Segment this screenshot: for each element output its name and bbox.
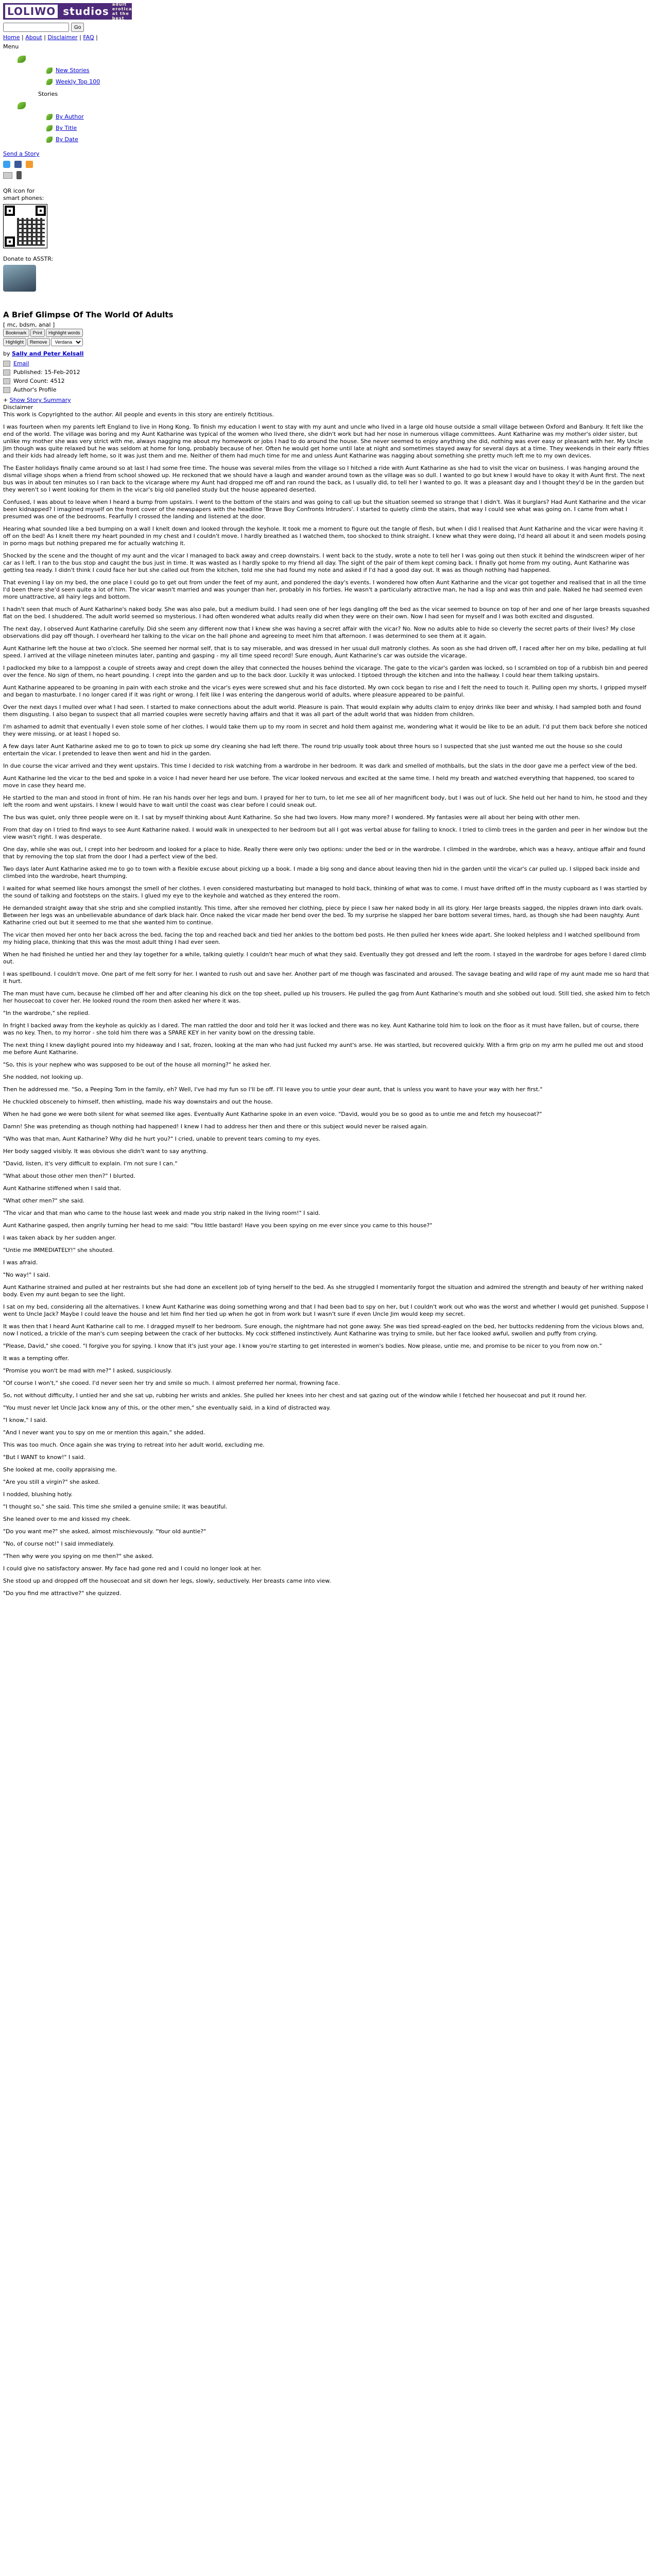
menu-link-by-date[interactable]: By Date [56, 136, 78, 143]
show-summary [3, 397, 650, 404]
author-profile-label: Author's Profile [13, 386, 57, 393]
story-paragraph: "Do you want me?" she asked, almost mischievously. "Your old auntie?" [3, 1528, 207, 1535]
logo-word-2: studios [63, 5, 109, 18]
story-paragraph: That evening I lay on my bed, the one place I could go to get out from under the feet of my aunt, and pondered the day's events. I wondered how often Aunt Katharine and the vicar got together and realised that in all the time I'd been there she'd seen quite a lot of him. The vicar wasn't married and was younger than her, probably in his forties. He wasn't a particularly attractive man, he had a lisp and was thin and pale. Naked he had seemed even more unattractive, all hairy legs and bottom. [3, 579, 646, 600]
story-paragraph: This work is Copyrighted to the author. All people and events in this story are entirely fictitious. [3, 411, 274, 418]
meta-words [3, 377, 650, 385]
send-story [3, 150, 650, 158]
story-paragraph: "I thought so," she said. This time she smiled a genuine smile; it was beautiful. [3, 1503, 228, 1510]
search-button[interactable]: Go [71, 23, 84, 32]
story-paragraph: Hearing what sounded like a bed bumping on a wall I knelt down and looked through the keyhole. It took me a moment to figure out the tangle of flesh, but when I did I realised that Aunt Katharine and the vicar were having it off on the bed! As I knelt there my heart pounded in my chest and I couldn't move. I hardly breathed as I watched them, too shocked to think straight. I knew what they were doing, I'd heard all about it and seen models posing in porno mags but nothing prepared me for actually watching it. [3, 526, 646, 547]
qr-label-line-2: smart phones: [3, 195, 44, 201]
story-paragraph: I could give no satisfactory answer. My face had gone red and I could no longer look at her. [3, 1565, 262, 1572]
story-tags: [ mc, bdsm, anal ] [3, 321, 55, 328]
story-paragraph: Confused, I was about to leave when I heard a bump from upstairs. I went to the bottom of the stairs and was going to call up but the situation seemed so strange that I didn't. Was it burglars? Had Aunt Katharine and the vicar been kidnapped? I imagined myself on the front cover of the newspapers with the headline 'Brave Boy Confronts Intruders'. I started to quietly climb the stairs, that way I could see what was going on. I came from what I presumed was one of the bedrooms. Fearfully I crossed the landing and listened at the door. [3, 499, 646, 520]
story-paragraph: Aunt Katharine left the house at two o'clock. She seemed her normal self, that is to say miserable, and was dressed in her usual dull matronly clothes. As soon as she had driven off, I raced after her on my bike, pedalling at full speed. I arrived at the village nineteen minutes later, panting and gasping - my all time speed record! Sure enough, Aunt Katharine's car was outside the vicarage. [3, 645, 646, 659]
leaf-icon [46, 137, 53, 143]
nav-disclaimer[interactable]: Disclaimer [47, 34, 78, 41]
story-paragraph: I hadn't seen that much of Aunt Katharine's naked body. She was also pale, but a medium build. I had seen one of her legs dangling off the bed as the vicar seemed to bounce on top of her and one of her large breasts squashed flat on the bed. I shuddered. The adult world seemed so mysterious. I had often wondered what adults really did when they were on their own. Now I had seen for myself and I was both excited and disgusted. [3, 606, 650, 620]
story-paragraph: "In the wardrobe," she replied. [3, 1010, 90, 1016]
story-paragraph: In fright I backed away from the keyhole as quickly as I dared. The man rattled the door and told her it was locked and there was no key. Aunt Katharine told him to look on the floor as it must have fallen, but of course, there was no key. Then, to my horror - she told him there was a SPARE KEY in her vanity bowl on the dressing table. [3, 1022, 639, 1036]
donate-image[interactable] [3, 265, 36, 292]
rss-icon[interactable] [26, 161, 33, 168]
profile-icon [3, 387, 10, 393]
share-icons-row-2 [3, 171, 650, 179]
facebook-icon[interactable] [14, 161, 22, 168]
bookmark-button[interactable]: Bookmark [3, 329, 29, 337]
highlight-words-input[interactable]: Highlight words [46, 329, 83, 337]
nav-faq[interactable]: FAQ [83, 34, 94, 41]
send-story-link[interactable]: Send a Story [3, 150, 40, 157]
qr-label-line-1: QR icon for [3, 188, 35, 194]
word-count: Word Count: 4512 [13, 377, 65, 384]
story-paragraph: "You must never let Uncle Jack know any of this, or the other men," she eventually said, in a kind of distracted way. [3, 1404, 331, 1411]
email-icon[interactable] [3, 172, 12, 179]
qr-code-icon [3, 204, 47, 248]
story-paragraph: The next thing I knew daylight poured into my hideaway and I sat, frozen, looking at the man who had just fucked my aunt's arse. He was startled, but recovered quickly. With a firm grip on my arm he pulled me out and stood me before Aunt Katharine. [3, 1042, 644, 1056]
nav-home[interactable]: Home [3, 34, 20, 41]
meta-email [3, 360, 650, 367]
story-paragraph: I was fourteen when my parents left England to live in Hong Kong. To finish my education I went to stay with my aunt and uncle who lived in a large old house outside a small village between Oxford and Banbury. It felt like the end of the world. The village was boring and my Aunt Katharine was typical of the women who lived there, she didn't work but had her nose in numerous village committees. Aunt Katharine was my mother's older sister, but unlike my mother she was very strict with me, always nagging me about my homework or jobs I had to do around the house. She never seemed to enjoy anything she did, nothing was ever easy or pleasant with her. My Uncle Jim though was quite relaxed but he was seldom at home for long, probably because of her. Often he would get home until late at night and sometimes stayed away for several days at a time. They weekends in their early fifties and their kids had already left home, so it was just them and me. Neither of them had much time for me and unless Aunt Katharine was nagging about something she pretty much left me to my own devices. [3, 423, 649, 459]
story-paragraph: When he had gone we were both silent for what seemed like ages. Eventually Aunt Katharine spoke in an even voice. "David, would you be so good as to untie me and fetch my housecoat?" [3, 1111, 542, 1117]
story-paragraph: She leaned over to me and kissed my cheek. [3, 1516, 131, 1522]
menu-subheading-stories: Stories [38, 91, 58, 97]
twitter-icon[interactable] [3, 161, 10, 168]
story-paragraph: I'm ashamed to admit that eventually I even stole some of her clothes. I would take them up to my room in secret and hold them against me, wondering what it would be like to be an adult. I'd put them back before she noticed they were missing, or at least I hoped so. [3, 723, 647, 737]
story-paragraph: Shocked by the scene and the thought of my aunt and the vicar I managed to back away and creep downstairs. I went back to the study, wrote a note to tell her I was going out then stuck it behind the windscreen wiper of her car as I left. I ran to the bus stop and caught the bus just in time. It was wasted as I hardly spoke to my friend all day. The sight of the pair of them kept coming back. I finally got home from my outing, Aunt Katharine was getting tea ready. I didn't think I could face her but she called out from the kitchen, told me she had found my note and asked if I'd had a good day out. It was as though nothing had happened. [3, 552, 645, 573]
font-select[interactable] [51, 338, 83, 346]
leaf-icon [46, 114, 53, 120]
logo-tagline: adult erotica at the best [112, 2, 132, 21]
story-paragraph: The Easter holidays finally came around so at last I had some free time. The house was several miles from the village so I hitched a ride with Aunt Katharine as she had to visit the vicar on business. I was hanging around the dismal village shops when a friend from school showed up. He reckoned that we should have a laugh and wander around town as the village was so dull. I wanted to go but knew I would have to okay it with Aunt first. The next bus was in about ten minutes so I ran back to the vicarage where my Aunt had dropped me off and ran round the back, as I usually did, to tell her I wanted to go. It was a pleasant day and I thought they'd be in the garden but they weren't so I went looking for them in the vicar's big old panelled study but the house appeared deserted. [3, 465, 645, 493]
leaf-icon [46, 125, 53, 131]
story-paragraph: I was afraid. [3, 1259, 38, 1266]
story-title: A Brief Glimpse Of The World Of Adults [3, 310, 174, 319]
search-bar [3, 23, 650, 32]
share-icons-row-1 [3, 161, 650, 168]
story-paragraph: I nodded, blushing hotly. [3, 1491, 73, 1498]
story-paragraph: "Untie me IMMEDIATELY!" she shouted. [3, 1247, 114, 1253]
story-paragraph: I was taken aback by her sudden anger. [3, 1234, 116, 1241]
donate-label: Donate to ASSTR: [3, 256, 54, 262]
story-paragraph: The man must have cum, because he climbed off her and after cleaning his dick on the top sheet, pulled up his trousers. He pulled the gag from Aunt Katharine's mouth and she sobbed out loud. Still tied, she asked him to fetch her housecoat to cover her. He looked round the room then asked her where it was. [3, 990, 650, 1004]
story-paragraph: The bus was quiet, only three people were on it. I sat by myself thinking about Aunt Katharine. So she had two lovers. How many more? I wondered. My fantasies were all about her being with other men. [3, 814, 580, 821]
story-paragraph: Her body sagged visibly. It was obvious she didn't want to say anything. [3, 1148, 208, 1155]
story-paragraph: Two days later Aunt Katharine asked me to go to town with a flexible excuse about picking up a book. I made a big song and dance about leaving then hid in the garden until the vicar's car pulled up. I slipped back inside and climbed into the wardrobe, heart thumping. [3, 866, 640, 879]
story-paragraph: "Do you find me attractive?" she quizzed. [3, 1590, 122, 1597]
story-paragraph: Damn! She was pretending as though nothing had happened! I knew I had to address her then and there or this subject would never be raised again. [3, 1123, 428, 1130]
story-paragraph: "Please, David," she cooed. "I forgive you for spying. I know that it's just your age. I know you're starting to get interested in women's bodies. Now please, untie me, and promise to be nicer to you from now on." [3, 1343, 602, 1349]
menu-item-leaf-root [18, 54, 650, 65]
disclaimer-heading: Disclaimer [3, 404, 33, 411]
story-paragraph: It was a tempting offer. [3, 1355, 69, 1362]
leaf-icon [18, 102, 26, 109]
story-paragraph: In due course the vicar arrived and they went upstairs. This time I decided to risk watching from a wardrobe in her bedroom. It was dark and smelled of mothballs, but the slats in the door gave me a perfect view of the bed. [3, 762, 638, 769]
story-paragraph: The next day, I observed Aunt Katharine carefully. Did she seem any different now that I knew she was having a secret affair with the vicar? No. Now no adults able to hide so cleverly the secret parts of their lives? My close observations did pay off though. I overheard her talking to the vicar on the hall phone and agreeing to meet him that afternoon. I was determined to see them at it again. [3, 625, 635, 639]
site-logo[interactable] [3, 3, 132, 20]
leaf-icon [46, 79, 53, 85]
byline-prefix: by [3, 350, 10, 357]
leaf-icon [18, 56, 26, 63]
story-paragraph: He chuckled obscenely to himself, then whistling, made his way downstairs and out the house. [3, 1098, 273, 1105]
story-paragraph: This was too much. Once again she was trying to retreat into her adult world, excluding me. [3, 1442, 265, 1448]
menu-link-new-stories[interactable]: New Stories [56, 67, 90, 74]
calendar-icon [3, 369, 10, 376]
story-paragraph: "But I WANT to know!" I said. [3, 1454, 85, 1461]
story-paragraph: "What about those other men then?" I blurted. [3, 1173, 135, 1179]
document-icon [3, 378, 10, 384]
story-paragraph: He demanded straight away that she strip and she complied instantly. This time, after she removed her clothing, piece by piece I saw her naked body in all its glory. Her large breasts sagged, the nipples drawn into dark ovals. Between her legs was an unbelievable abundance of dark black hair. Once naked the vicar made her bend over the bed. To my surprise he slapped her bare bottom several times, hard, as though she had been naughty. Aunt Katharine cried out but it seemed to me that she wanted him to continue. [3, 905, 643, 926]
story-paragraph: He startled to the man and stood in front of him. He ran his hands over her legs and bum. I prayed for her to turn, to let me see all of her magnificent body, but I was out of luck. She held out her hand to him, he stood and they left the room and went upstairs. I knew I would have to wait until the coast was clear before I could sneak out. [3, 794, 648, 808]
expand-icon: + [3, 397, 8, 403]
qr-pattern [17, 218, 45, 246]
menu-link-by-author[interactable]: By Author [56, 113, 84, 120]
story-toolbar [3, 329, 106, 346]
story-paragraph: Aunt Katharine strained and pulled at her restraints but she had done an excellent job of tying herself to the bed. As she struggled I momentarily forgot the situation and admired the strength and beauty of her writhing naked body. Even my aunt began to see the light. [3, 1284, 643, 1298]
story-paragraph: "I know," I said. [3, 1417, 47, 1423]
top-nav [3, 34, 650, 41]
story-paragraph: Aunt Katharine appeared to be groaning in pain with each stroke and the vicar's eyes were screwed shut and his face distorted. My own cock began to rise and I felt the need to touch it. Pulling open my shorts, I gripped myself and began to masturbate. I no longer cared if it was right or wrong. I felt like I was entering the dangerous world of adults, where pleasure appeared to be painful. [3, 684, 647, 698]
story-paragraph: She stood up and dropped off the housecoat and sit down her legs, slowly, seductively. Her breasts came into view. [3, 1578, 331, 1584]
story-paragraph: "And I never want you to spy on me or mention this again," she added. [3, 1429, 205, 1436]
story-paragraph: "No, of course not!" I said immediately. [3, 1540, 114, 1547]
leaf-icon [46, 67, 53, 74]
menu-item-by-title[interactable] [46, 123, 650, 134]
story-paragraph: "No way!" I said. [3, 1272, 50, 1278]
logo-word: LOLIWO [4, 4, 59, 19]
story-paragraph: "The vicar and that man who came to the house last week and made you strip naked in the living room!" I said. [3, 1210, 320, 1216]
story-paragraph: Over the next days I mulled over what I had seen. I started to make connections about the adult world. Pleasure is pain. That would explain why adults claim to enjoy drinks like beer and whisky. I had sampled both and found them disgusting. I also began to suspect that all married couples were secretly having affairs and that it was all part of the adult world that was hidden from children. [3, 704, 641, 718]
story-paragraph: The vicar then moved her onto her back across the bed, facing the top and reached back and tied her ankles to the bottom bed posts. He then pulled her knees wide apart. She looked helpless and I watched spellbound from my hiding place, thinking that this was the most adult thing I had ever seen. [3, 931, 640, 945]
story-paragraph: "Then why were you spying on me then?" she asked. [3, 1553, 153, 1560]
meta-published [3, 368, 650, 376]
highlight-button[interactable]: Highlight [3, 338, 26, 346]
show-summary-link[interactable]: Show Story Summary [9, 397, 71, 403]
story-paragraph: I waited for what seemed like hours amongst the smell of her clothes. I even considered masturbating but managed to hold back, thinking of what was to come. I must have drifted off in the musty cupboard as I was startled by the sound of talking and footsteps on the stairs. I glued my eye to the keyhole and watched as they entered the room. [3, 885, 647, 899]
nav-separator: | [79, 34, 81, 41]
published-date: Published: 15-Feb-2012 [13, 368, 80, 376]
story-paragraph: She looked at me, coolly appraising me. [3, 1466, 117, 1473]
email-link[interactable]: Email [13, 360, 29, 367]
story-paragraph: "Who was that man, Aunt Katharine? Why did he hurt you?" I cried, unable to prevent tears coming to my eyes. [3, 1136, 321, 1142]
story-paragraph: "Are you still a virgin?" she asked. [3, 1479, 100, 1485]
story-paragraph: From that day on I tried to find ways to see Aunt Katharine naked. I would walk in unexpected to her bedroom but all I got was verbal abuse for failing to knock. I tried to climb trees in the garden and peer in her window but the view wasn't right. I was desperate. [3, 826, 648, 840]
story-paragraph: I padlocked my bike to a lamppost a couple of streets away and crept down the alley that connected the houses behind the vicarage. The gate to the vicar's garden was locked, so I scrambled on top of a rubbish bin and peered over the fence. No sign of them, no heart pounding. I crept into the garden and up to the back door. Luckily it was unlocked. I tiptoed through the kitchen and into the hallway. I could hear them talking upstairs. [3, 665, 648, 679]
story-paragraph: "David, listen, it's very difficult to explain. I'm not sure I can." [3, 1160, 178, 1167]
nav-separator: | [44, 34, 46, 41]
nav-separator: | [96, 34, 98, 41]
story-paragraph: I was spellbound. I couldn't move. One part of me felt sorry for her. I wanted to rush out and save her. Another part of me though was fascinated and aroused. The savage beating and wild rape of my aunt made me so hard that it hurt. [3, 971, 649, 985]
story-paragraph: When he had finished he untied her and they lay together for a while, talking quietly. I couldn't hear much of what they said. Eventually they got dressed and left the room. I stayed in the wardrobe for ages before I dared climb out. [3, 951, 646, 965]
nav-separator: | [21, 34, 24, 41]
meta-profile [3, 386, 650, 394]
phone-icon[interactable] [16, 171, 22, 179]
menu-heading: Menu [3, 43, 19, 50]
menu-item-leaf-root-2 [18, 100, 650, 111]
qr-finder-icon [5, 206, 15, 216]
menu-item-by-author[interactable] [46, 111, 650, 123]
nav-about[interactable]: About [25, 34, 42, 41]
byline [3, 350, 650, 358]
menu-list [18, 54, 650, 145]
story-paragraph: Aunt Katharine led the vicar to the bed and spoke in a voice I had never heard her use before. The vicar looked nervous and excited at the same time. I held my breath and watched everything that happened, too scared to move in case they heard me. [3, 775, 634, 789]
menu-link-weekly-top[interactable]: Weekly Top 100 [56, 78, 100, 85]
menu-link-by-title[interactable]: By Title [56, 125, 77, 131]
search-input[interactable] [3, 23, 69, 32]
story-body [3, 411, 650, 1597]
menu-item-new-stories[interactable] [46, 65, 650, 76]
menu-item-by-date[interactable] [46, 134, 650, 145]
print-button[interactable]: Print [30, 329, 45, 337]
qr-finder-icon [36, 206, 46, 216]
menu-item-weekly-top[interactable] [46, 76, 650, 88]
story-paragraph: Aunt Katharine stiffened when I said that. [3, 1185, 122, 1192]
author-link[interactable]: Sally and Peter Kelsall [12, 350, 84, 357]
story-paragraph: So, not without difficulty, I untied her and she sat up, rubbing her wrists and ankles. She pulled her knees into her chest and sat gazing out of the window while I fetched her housecoat and put it round her. [3, 1392, 587, 1399]
story-paragraph: "Promise you won't be mad with me?" I asked, suspiciously. [3, 1367, 172, 1374]
qr-label [3, 188, 650, 202]
story-paragraph: One day, while she was out, I crept into her bedroom and looked for a place to hide. Really there were only two options: under the bed or in the wardrobe. I climbed in the wardrobe, which was a heavy, antique affair and found that by removing the top slat from the door I had a perfect view of the bed. [3, 846, 646, 860]
qr-finder-icon [5, 236, 15, 247]
story-paragraph: "Of course I won't," she cooed. I'd never seen her try and smile so much. I almost preferred her normal, frowning face. [3, 1380, 340, 1386]
story-paragraph: It was then that I heard Aunt Katharine call to me. I dragged myself to her bedroom. Sure enough, the nightmare had not gone away. She was tied spread-eagled on the bed, her buttocks reddening from the vicious blows and, now I noticed, a trickle of the man's cum seeping between the crack of her buttocks. My cock stiffened instinctively. Aunt Katharine was trying to smile, but her face looked awful, swollen and puffy from crying. [3, 1323, 644, 1337]
story-paragraph: Aunt Katharine gasped, then angrily turning her head to me said: "You little bastard! Have you been spying on me ever since you came to this house?" [3, 1222, 433, 1229]
story-paragraph: "What other men?" she said. [3, 1197, 85, 1204]
story-paragraph: I sat on my bed, considering all the alternatives. I knew Aunt Katharine was doing something wrong and that I had been bad to spy on her, but I couldn't work out who was the worst and whether I would get punished. Suppose I went to Uncle Jack? Maybe I could leave the house and let him find her tied up when he got in from work but I wasn't sure if even Uncle Jim would keep my secret. [3, 1303, 648, 1317]
story-paragraph: She nodded, not looking up. [3, 1074, 83, 1080]
envelope-icon [3, 361, 10, 367]
story-paragraph: A few days later Aunt Katharine asked me to go to town to pick up some dry cleaning she had left there. The round trip usually took about three hours so I suspected that she just wanted me out the house so she could entertain the vicar. I pretended to leave then went and hid in the garden. [3, 743, 623, 757]
story-paragraph: "So, this is your nephew who was supposed to be out of the house all morning?" he asked her. [3, 1061, 271, 1068]
remove-highlight-button[interactable]: Remove [27, 338, 50, 346]
story-paragraph: Then he addressed me. "So, a Peeping Tom in the family, eh? Well, I've had my fun so I'll be off. I'll leave you to untie your dear aunt, that is unless you want to have your way with her first." [3, 1086, 543, 1093]
